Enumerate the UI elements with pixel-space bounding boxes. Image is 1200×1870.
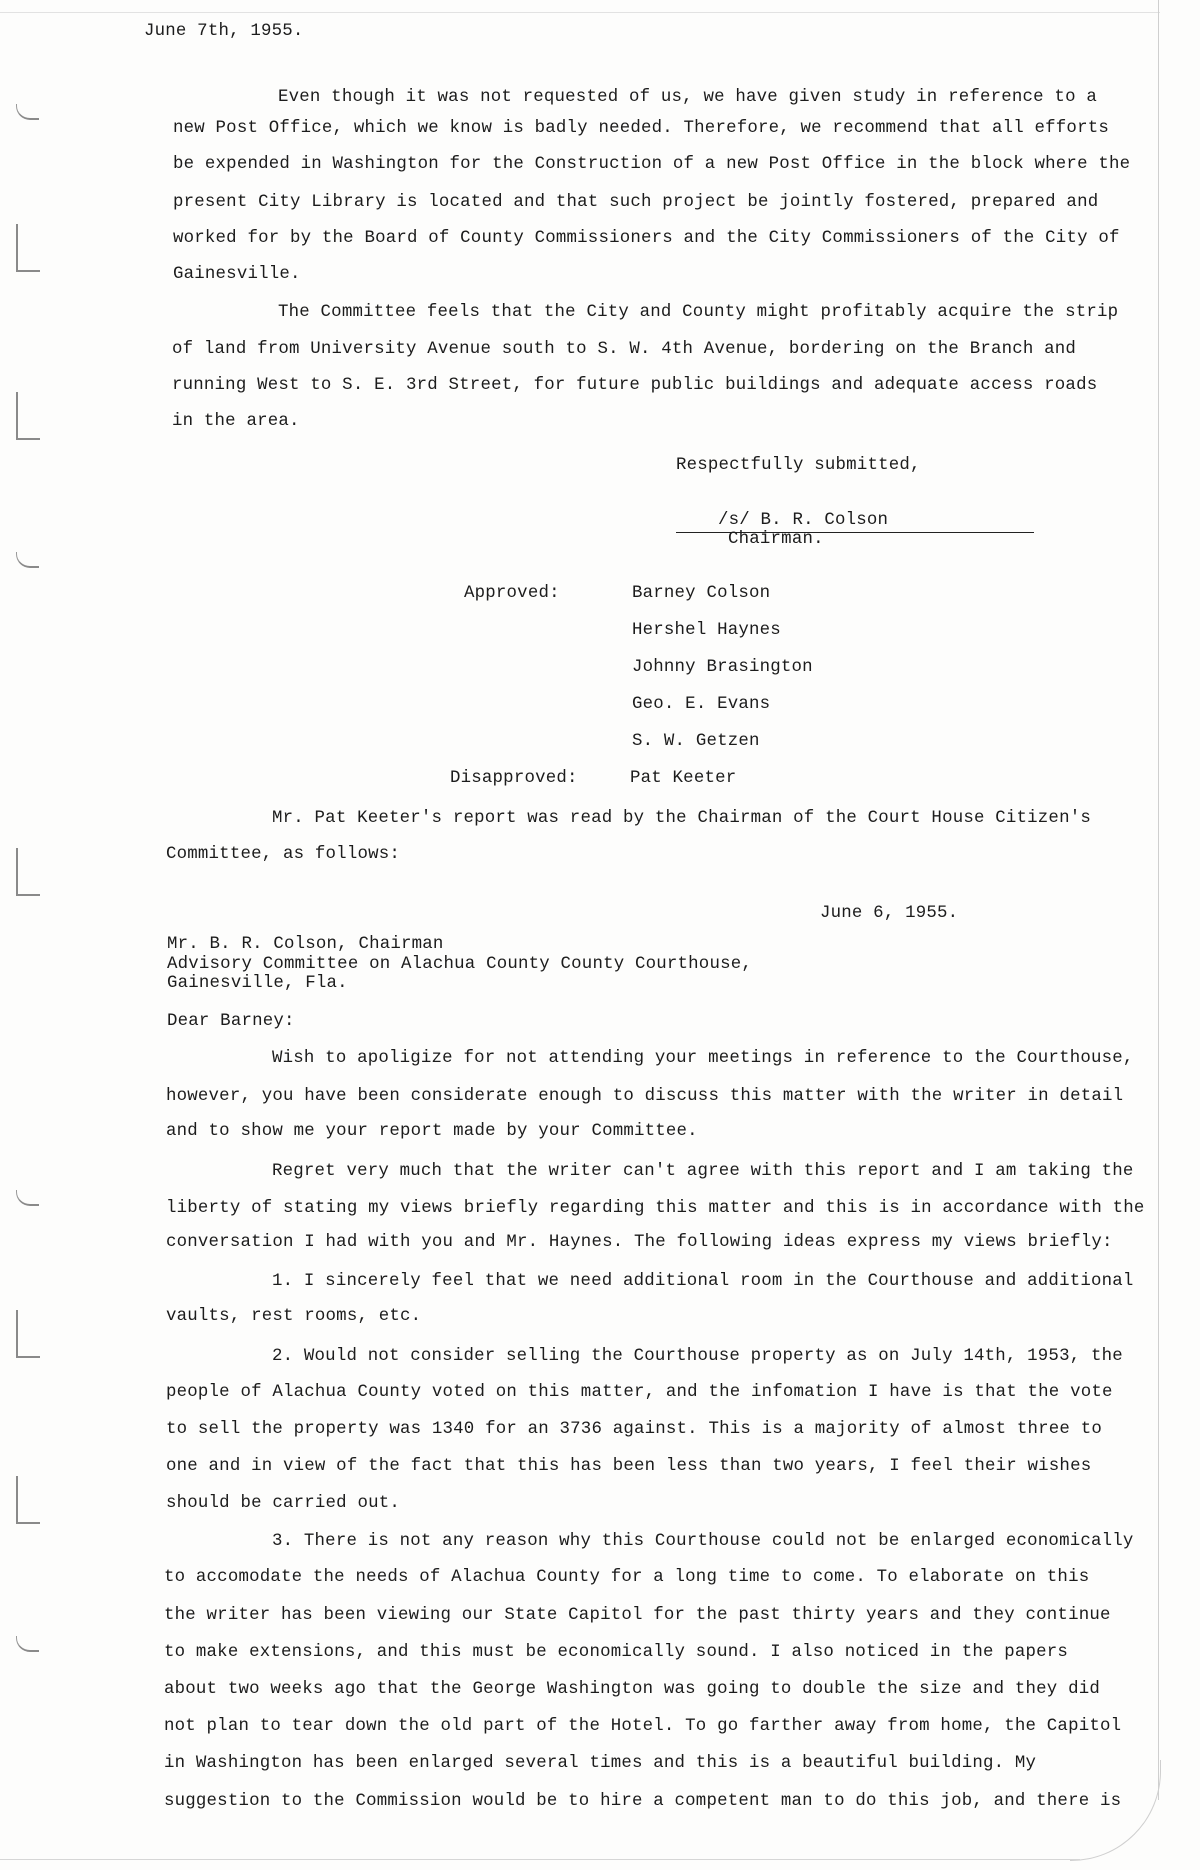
binder-hook-mark <box>16 552 39 568</box>
address-line: Advisory Committee on Alachua County County Courthouse, <box>167 955 752 974</box>
letter-date: June 6, 1955. <box>820 904 959 923</box>
binder-bracket-mark <box>16 392 40 440</box>
paragraph-line: Even though it was not requested of us, we have given study in reference to a <box>278 88 1097 107</box>
binder-bracket-mark <box>16 224 40 272</box>
binder-hook-mark <box>16 1190 39 1206</box>
approver-name: Geo. E. Evans <box>632 695 771 714</box>
letter-line: to make extensions, and this must be economically sound. I also noticed in the papers <box>164 1643 1069 1662</box>
disapprover-name: Pat Keeter <box>630 769 737 788</box>
page-edge-bottom <box>0 1859 1080 1860</box>
paragraph-line: present City Library is located and that such project be jointly fostered, prepared and <box>173 193 1099 212</box>
binder-bracket-mark <box>16 848 40 896</box>
binder-hook-mark <box>16 104 39 120</box>
letter-line: not plan to tear down the old part of the Hotel. To go farther away from home, the Capitol <box>164 1717 1122 1736</box>
intro-line: Mr. Pat Keeter's report was read by the Chairman of the Court House Citizen's <box>272 809 1091 828</box>
approver-name: Hershel Haynes <box>632 621 781 640</box>
closing-text: Respectfully submitted, <box>676 456 921 475</box>
letter-line: people of Alachua County voted on this matter, and the infomation I have is that the vote <box>166 1383 1113 1402</box>
salutation: Dear Barney: <box>167 1012 295 1031</box>
paragraph-line: worked for by the Board of County Commissioners and the City Commissioners of the City of <box>173 229 1120 248</box>
letter-line: suggestion to the Commission would be to hire a competent man to do this job, and there is <box>164 1792 1122 1811</box>
page-edge-right <box>1158 0 1159 1800</box>
paragraph-line: The Committee feels that the City and County might profitably acquire the strip <box>278 303 1119 322</box>
letter-line: one and in view of the fact that this has been less than two years, I feel their wishes <box>166 1457 1092 1476</box>
binder-hook-mark <box>16 1636 39 1652</box>
intro-line: Committee, as follows: <box>166 845 400 864</box>
letter-line: vaults, rest rooms, etc. <box>166 1307 422 1326</box>
address-line: Gainesville, Fla. <box>167 974 348 993</box>
signature-title: Chairman. <box>728 530 824 549</box>
approver-name: S. W. Getzen <box>632 732 760 751</box>
approved-label: Approved: <box>464 584 560 603</box>
letter-line: liberty of stating my views briefly regarding this matter and this is in accordance with the <box>166 1199 1145 1218</box>
address-line: Mr. B. R. Colson, Chairman <box>167 935 444 954</box>
paragraph-line: in the area. <box>172 412 300 431</box>
paragraph-line: running West to S. E. 3rd Street, for future public buildings and adequate access roads <box>172 376 1098 395</box>
approver-name: Johnny Brasington <box>632 658 813 677</box>
letter-line: and to show me your report made by your Committee. <box>166 1122 698 1141</box>
paragraph-line: of land from University Avenue south to S. W. 4th Avenue, bordering on the Branch and <box>172 340 1077 359</box>
disapproved-label: Disapproved: <box>450 769 578 788</box>
signature: /s/ B. R. Colson <box>718 511 889 530</box>
paragraph-line: new Post Office, which we know is badly needed. Therefore, we recommend that all efforts <box>173 119 1109 138</box>
document-date: June 7th, 1955. <box>144 22 304 41</box>
letter-line: 3. There is not any reason why this Courthouse could not be enlarged economically <box>272 1532 1134 1551</box>
letter-line: Regret very much that the writer can't agree with this report and I am taking the <box>272 1162 1134 1181</box>
approver-name: Barney Colson <box>632 584 771 603</box>
letter-line: to sell the property was 1340 for an 3736 against. This is a majority of almost three to <box>166 1420 1102 1439</box>
letter-line: to accomodate the needs of Alachua County for a long time to come. To elaborate on this <box>164 1568 1090 1587</box>
letter-line: about two weeks ago that the George Washington was going to double the size and they did <box>164 1680 1100 1699</box>
paragraph-line: be expended in Washington for the Construction of a new Post Office in the block where the <box>173 155 1131 174</box>
letter-line: the writer has been viewing our State Capitol for the past thirty years and they continue <box>164 1606 1111 1625</box>
letter-line: however, you have been considerate enough to discuss this matter with the writer in detail <box>166 1087 1124 1106</box>
paragraph-line: Gainesville. <box>173 265 301 284</box>
letter-line: 1. I sincerely feel that we need additional room in the Courthouse and additional <box>272 1272 1134 1291</box>
binder-bracket-mark <box>16 1310 40 1358</box>
letter-line: should be carried out. <box>166 1494 400 1513</box>
letter-line: 2. Would not consider selling the Courthouse property as on July 14th, 1953, the <box>272 1347 1123 1366</box>
letter-line: Wish to apoligize for not attending your meetings in reference to the Courthouse, <box>272 1049 1134 1068</box>
letter-line: in Washington has been enlarged several times and this is a beautiful building. My <box>164 1754 1037 1773</box>
letter-line: conversation I had with you and Mr. Haynes. The following ideas express my views briefly: <box>166 1233 1113 1252</box>
binder-bracket-mark <box>16 1476 40 1524</box>
page-edge-top <box>0 12 1160 13</box>
